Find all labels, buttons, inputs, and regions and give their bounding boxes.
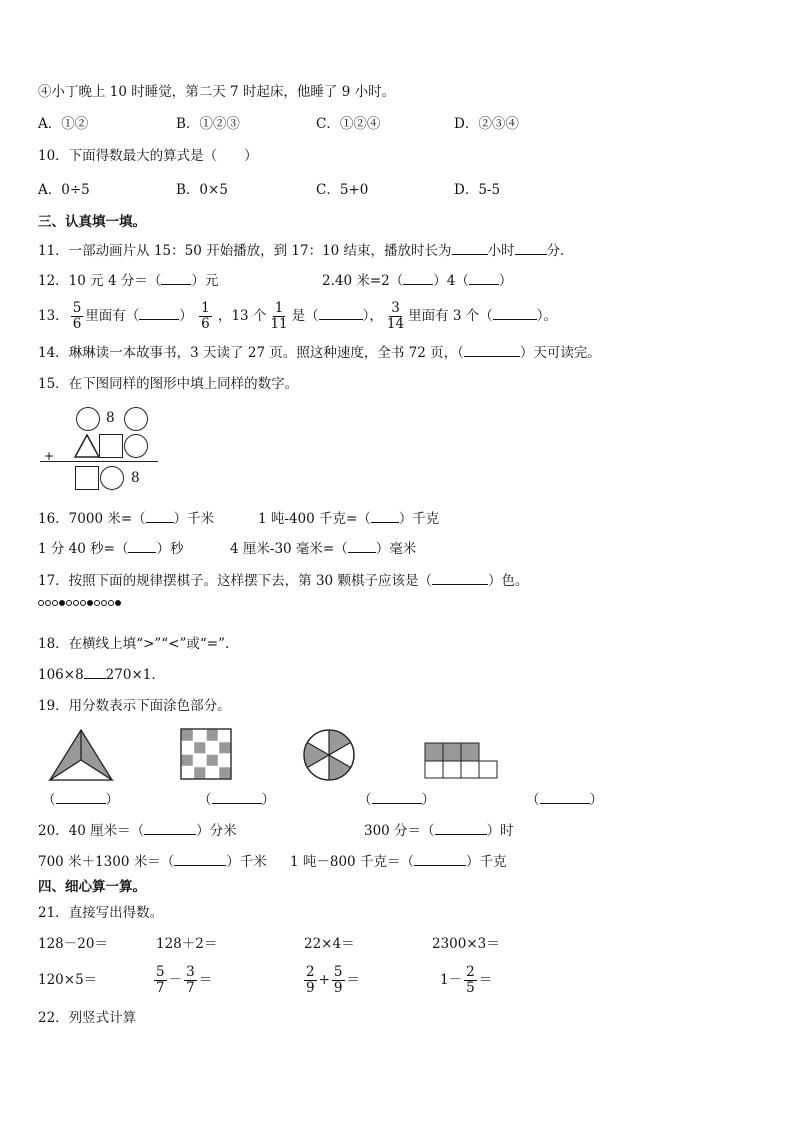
circle-shape[interactable]	[124, 434, 148, 458]
q11-blank-minutes[interactable]	[515, 240, 547, 255]
q10-option-a[interactable]: A．0÷5	[38, 182, 90, 198]
circle-shape[interactable]	[100, 466, 124, 490]
q21-expr-2: 128＋2＝	[156, 936, 218, 952]
q10-stem: 10．下面得数最大的算式是（ ）	[38, 148, 258, 164]
q13-fraction-5-6: $\frac{5}{6}$	[72, 300, 82, 332]
q21-expr-4: 2300×3＝	[432, 936, 500, 952]
white-piece-icon	[66, 600, 72, 606]
white-piece-icon	[52, 600, 58, 606]
q20-blank-2[interactable]	[435, 820, 487, 835]
q9-option-a[interactable]: A．①②	[38, 116, 89, 132]
q16-row2-a: 1 分 40 秒=（ ）秒	[38, 538, 183, 559]
q13: 13． $\frac{5}{6}$ 里面有（ ） $\frac{1}{6}$ ，13 个 $\frac{1}{11}$ 是（ ）， $\frac{3}{14}$ 里面有 3 个（ ）。	[38, 300, 557, 332]
q19-answer-1: （ ）	[42, 789, 119, 810]
q17-blank[interactable]	[432, 570, 488, 585]
q21-expr-3: 22×4＝	[304, 936, 355, 952]
chess-piece-pattern	[38, 600, 121, 606]
q20-c: 700 米＋1300 米＝（ ）千米	[38, 851, 267, 872]
q13-fraction-1-11: $\frac{1}{11}$	[270, 300, 288, 332]
white-piece-icon	[45, 600, 51, 606]
triangle-shape[interactable]	[74, 434, 100, 458]
q20-d: 1 吨－800 千克＝（ ）千克	[290, 851, 506, 872]
q20-blank-3[interactable]	[174, 851, 226, 866]
q16-row2-b: 4 厘米-30 毫米=（ ）毫米	[230, 538, 416, 559]
q19-blank-2[interactable]	[212, 789, 262, 804]
section-3-heading: 三、认真填一填。	[38, 214, 146, 230]
square-shape[interactable]	[99, 434, 123, 458]
sum-line	[40, 461, 158, 462]
q16-blank-3[interactable]	[128, 538, 156, 553]
q10-option-c[interactable]: C．5+0	[316, 182, 369, 198]
q16-row1-b: 1 吨-400 千克=（ ）千克	[258, 508, 439, 529]
white-piece-icon	[73, 600, 79, 606]
section-4-heading: 四、细心算一算。	[38, 879, 146, 895]
digit-8-bottom: 8	[131, 470, 140, 486]
q18-expression: 106×8 270×1.	[38, 664, 156, 685]
grid-figure	[180, 728, 232, 780]
q13-blank-2[interactable]	[319, 305, 363, 320]
q22-stem: 22．列竖式计算	[38, 1010, 137, 1026]
q13-fraction-1-6: $\frac{1}{6}$	[201, 300, 210, 332]
digit-8-top: 8	[106, 410, 115, 426]
q18-stem: 18．在横线上填“>”“<”或“=”.	[38, 636, 230, 652]
q21-expr-8: 1－ $\frac{2}{5}$ ＝	[440, 964, 493, 996]
q19-answer-4: （ ）	[526, 789, 603, 810]
q16-row1-a: 16．7000 米=（ ）千米	[38, 508, 214, 529]
q18-blank[interactable]	[84, 664, 106, 679]
plus-sign: +	[44, 449, 55, 463]
white-piece-icon	[108, 600, 114, 606]
q19-stem: 19．用分数表示下面涂色部分。	[38, 698, 231, 714]
q9-option-d[interactable]: D．②③④	[454, 116, 519, 132]
square-shape[interactable]	[75, 466, 99, 490]
q12-blank-3[interactable]	[469, 270, 499, 285]
q10-option-d[interactable]: D．5-5	[454, 182, 501, 198]
q9-option-c[interactable]: C．①②④	[316, 116, 381, 132]
q20-blank-4[interactable]	[414, 851, 466, 866]
q20-b: 300 分＝（ ）时	[364, 820, 514, 841]
q20-a: 20．40 厘米＝（ ）分米	[38, 820, 237, 841]
q16-blank-2[interactable]	[371, 508, 399, 523]
circle-shape[interactable]	[124, 407, 148, 431]
q19-blank-1[interactable]	[56, 789, 106, 804]
white-piece-icon	[101, 600, 107, 606]
triangle-figure	[48, 728, 114, 782]
q13-fraction-3-14: $\frac{3}{14}$	[386, 300, 405, 332]
q10-option-b[interactable]: B．0×5	[176, 182, 228, 198]
q19-blank-3[interactable]	[372, 789, 422, 804]
black-piece-icon	[87, 600, 93, 606]
q20-blank-1[interactable]	[144, 820, 196, 835]
q21-expr-5: 120×5＝	[38, 972, 98, 988]
circle-shape[interactable]	[76, 407, 100, 431]
q11: 11．一部动画片从 15：50 开始播放，到 17：10 结束，播放时长为 小时 分．	[38, 240, 574, 261]
q12-part2: 2.40 米=2（ ）4（ ）	[322, 270, 512, 291]
q17: 17．按照下面的规律摆棋子。这样摆下去，第 30 颗棋子应该是（ ）色。	[38, 570, 528, 591]
q19-answer-2: （ ）	[198, 789, 275, 810]
q16-blank-1[interactable]	[146, 508, 174, 523]
white-piece-icon	[80, 600, 86, 606]
q13-blank-3[interactable]	[493, 305, 537, 320]
q12-blank-2[interactable]	[403, 270, 433, 285]
q21-expr-1: 128－20＝	[38, 936, 108, 952]
q15-stem: 15．在下图同样的图形中填上同样的数字。	[38, 376, 299, 392]
q21-expr-7: $\frac{2}{9}$ + $\frac{5}{9}$ ＝	[306, 964, 360, 996]
circle-figure	[302, 728, 356, 782]
q9-option-b[interactable]: B．①②③	[176, 116, 240, 132]
q19-blank-4[interactable]	[540, 789, 590, 804]
q9-statement-4: ④小丁晚上 10 时睡觉，第二天 7 时起床，他睡了 9 小时。	[38, 84, 396, 100]
white-piece-icon	[38, 600, 44, 606]
q14-blank[interactable]	[464, 342, 520, 357]
q21-stem: 21．直接写出得数。	[38, 905, 164, 921]
black-piece-icon	[115, 600, 121, 606]
q21-expr-6: $\frac{5}{7}$ － $\frac{3}{7}$ ＝	[156, 964, 213, 996]
q19-answer-3: （ ）	[358, 789, 435, 810]
white-piece-icon	[94, 600, 100, 606]
q12-blank-1[interactable]	[161, 270, 191, 285]
bar-blocks-figure	[424, 742, 502, 780]
q16-blank-4[interactable]	[348, 538, 376, 553]
q13-blank-1[interactable]	[139, 305, 179, 320]
q11-blank-hours[interactable]	[452, 240, 488, 255]
q12-part1: 12．10 元 4 分＝（ ）元	[38, 270, 218, 291]
black-piece-icon	[59, 600, 65, 606]
q14: 14．琳琳读一本故事书，3 天读了 27 页。照这种速度，全书 72 页，（ ）天可读完。	[38, 342, 601, 363]
